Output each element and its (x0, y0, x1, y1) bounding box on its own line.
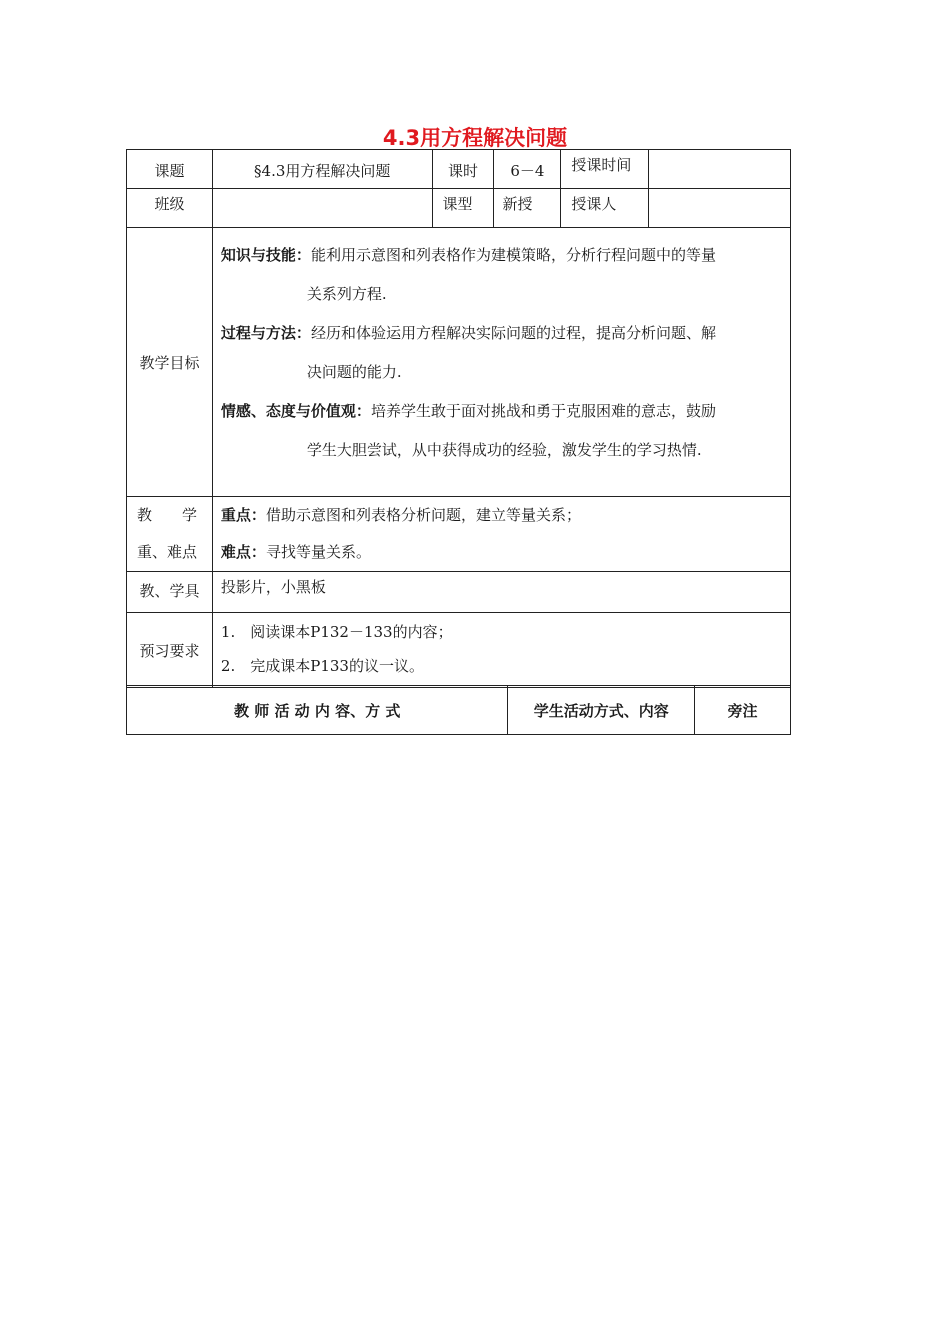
topic-label: 课题 (154, 162, 185, 180)
key-points-label-line2: 重、难点 (137, 543, 198, 561)
preview-label: 预习要求 (139, 641, 200, 660)
class-label-cell (127, 189, 213, 228)
objectives-list (213, 228, 790, 470)
key-points-label-cell (127, 497, 213, 572)
objectives-label: 教学目标 (139, 353, 200, 372)
key-points-content-cell (212, 497, 790, 572)
objective-item (220, 236, 782, 275)
objectives-label-cell (127, 228, 213, 497)
class-row (127, 189, 791, 228)
objective-head: 情感、态度与价值观： (220, 402, 371, 420)
objective-head: 知识与技能： (220, 246, 311, 264)
period-value: 6－4 (510, 162, 545, 180)
activity-table (126, 685, 791, 735)
difficult-point-head: 难点： (220, 543, 266, 561)
objectives-row (127, 228, 791, 497)
notes-header: 旁注 (695, 686, 791, 735)
key-point (213, 497, 790, 534)
tools-value-cell (212, 572, 790, 613)
topic-row (127, 150, 791, 189)
teacher-activity-header: 教 师 活 动 内 容、方 式 (127, 686, 508, 735)
preview-label-cell (127, 613, 213, 688)
time-value (649, 150, 790, 160)
objective-first: 能利用示意图和列表格作为建模策略，分析行程问题中的等量 (310, 246, 716, 264)
key-point-text: 借助示意图和列表格分析问题，建立等量关系； (265, 506, 581, 524)
tools-value: 投影片，小黑板 (220, 578, 326, 596)
document-title: 4.3用方程解决问题 (382, 126, 568, 150)
type-value: 新授 (502, 195, 533, 213)
objective-first: 经历和体验运用方程解决实际问题的过程，提高分析问题、解 (310, 324, 716, 342)
objective-continuation: 关系列方程. (306, 285, 387, 303)
class-label: 班级 (154, 195, 185, 213)
objective-continuation: 学生大胆尝试，从中获得成功的经验，激发学生的学习热情. (306, 441, 702, 459)
tools-label-cell (127, 572, 213, 613)
time-label-cell (561, 150, 649, 189)
activity-header-row (127, 686, 791, 735)
objective-item (220, 314, 782, 353)
type-label-cell (432, 189, 494, 228)
preview-item: 1. 阅读课本P132－133的内容； (220, 623, 453, 641)
objective-head: 过程与方法： (220, 324, 311, 342)
preview-row (127, 613, 791, 688)
class-value-cell (212, 189, 432, 228)
type-label: 课型 (442, 195, 473, 213)
objectives-content-cell (212, 228, 790, 497)
key-point-head: 重点： (220, 506, 266, 524)
teacher-label-cell (561, 189, 649, 228)
preview-item: 2. 完成课本P133的议一议。 (220, 657, 424, 675)
objective-first: 培养学生敢于面对挑战和勇于克服困难的意志，鼓励 (370, 402, 716, 420)
teacher-label: 授课人 (571, 195, 617, 213)
preview-content-cell (212, 613, 790, 688)
period-label-cell (432, 150, 494, 189)
lesson-info-table (126, 149, 791, 688)
difficult-point (213, 534, 790, 571)
topic-value: §4.3用方程解决问题 (254, 162, 391, 180)
objective-item (220, 392, 782, 431)
topic-value-cell (212, 150, 432, 189)
time-label: 授课时间 (571, 156, 632, 174)
time-value-cell (649, 150, 791, 189)
type-value-cell (494, 189, 561, 228)
period-label: 课时 (448, 162, 479, 180)
period-value-cell (494, 150, 561, 189)
topic-label-cell (127, 150, 213, 189)
teacher-value-cell (649, 189, 791, 228)
key-points-label-line1: 教 学 (137, 506, 198, 524)
class-value (213, 189, 432, 199)
tools-label: 教、学具 (139, 582, 200, 600)
tools-row (127, 572, 791, 613)
objective-continuation: 决问题的能力. (306, 363, 402, 381)
key-points-row (127, 497, 791, 572)
difficult-point-text: 寻找等量关系。 (265, 543, 371, 561)
teacher-value (649, 189, 790, 199)
student-activity-header: 学生活动方式、内容 (508, 686, 695, 735)
